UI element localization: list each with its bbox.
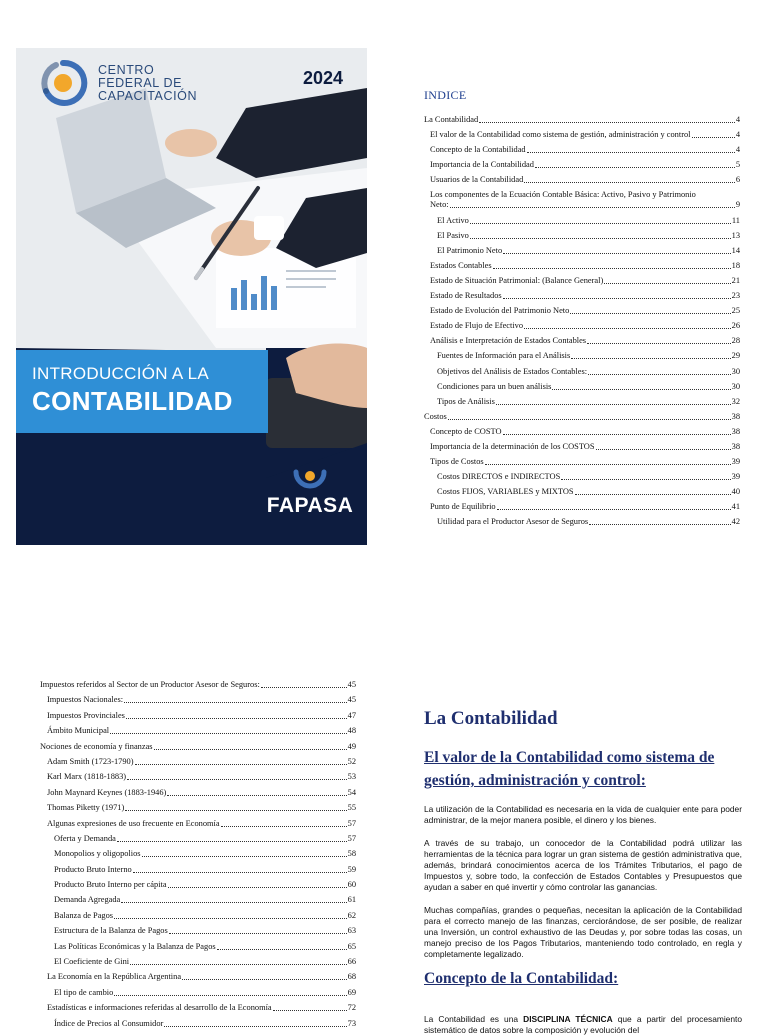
- toc-entry[interactable]: [40, 942, 356, 952]
- publisher-logo: [260, 468, 360, 518]
- toc-entry-page: 69: [347, 987, 356, 997]
- toc-leader-dots: [121, 902, 346, 903]
- toc-entry[interactable]: [424, 442, 740, 452]
- toc-entry-page: 18: [731, 260, 740, 270]
- toc-entry-title: Usuarios de la Contabilidad: [430, 175, 524, 185]
- toc-entry-page: 38: [731, 441, 740, 451]
- toc-entry[interactable]: [40, 911, 356, 921]
- toc-entry-page: 21: [731, 275, 740, 285]
- toc-entry-title: Demanda Agregada: [54, 895, 121, 905]
- toc-entry-page: 62: [347, 910, 356, 920]
- toc-entry[interactable]: [40, 819, 356, 829]
- table-of-contents: [424, 88, 740, 533]
- toc-entry[interactable]: [424, 261, 740, 271]
- toc-entry-title: Condiciones para un buen análisis: [437, 381, 552, 391]
- toc-entry-page: 49: [347, 741, 356, 751]
- toc-entry[interactable]: [40, 880, 356, 890]
- toc-entry-title: Importancia de la Contabilidad: [430, 160, 534, 170]
- toc-entry-page: 57: [347, 833, 356, 843]
- toc-leader-dots: [604, 283, 730, 284]
- toc-entry-page: 40: [731, 487, 740, 497]
- toc-leader-dots: [470, 238, 731, 239]
- toc-entry-page: 38: [731, 426, 740, 436]
- toc-entry-page: 65: [347, 941, 356, 951]
- toc-heading: INDICE: [424, 88, 467, 102]
- toc-entry[interactable]: [424, 487, 740, 497]
- toc-leader-dots: [167, 795, 346, 796]
- toc-entry[interactable]: [40, 865, 356, 875]
- chapter-title: La Contabilidad: [424, 708, 558, 729]
- toc-entry[interactable]: [40, 803, 356, 813]
- paragraph-2: A través de su trabajo, un conocedor de la Contabilidad podrá utilizar las herramientas de la técnica para lograr un gran sistema de gestión administrativa que, además, brindará conocimientos acerca de los Trámites Tributarios, el pago de Impuestos y, sobre todo, la confección de Estados Contables y Presupuestos que ayudan a saber en qué invertir y cómo controlar las ganancias.: [424, 838, 742, 892]
- toc-leader-dots: [133, 872, 347, 873]
- toc-entry-title: John Maynard Keynes (1883-1946): [47, 787, 167, 797]
- toc-entry[interactable]: [424, 115, 740, 125]
- toc-entry[interactable]: [424, 216, 740, 226]
- toc-leader-dots: [110, 733, 347, 734]
- toc-entry[interactable]: [424, 321, 740, 331]
- org-line-1: CENTRO: [98, 62, 155, 77]
- toc-leader-dots: [114, 918, 347, 919]
- toc-leader-dots: [261, 687, 347, 688]
- toc-entry-title: El Coeficiente de Gini: [54, 957, 130, 967]
- toc-entry[interactable]: [424, 351, 740, 361]
- toc-entry-title: Adam Smith (1723-1790): [47, 756, 134, 766]
- toc-entry-title: Impuestos referidos al Sector de un Productor Asesor de Seguros:: [40, 680, 260, 689]
- section-heading-concept: Concepto de la Contabilidad:: [424, 970, 619, 987]
- toc-entry-title: Tipos de Análisis: [437, 396, 495, 406]
- toc-entry[interactable]: [424, 382, 740, 392]
- toc-entry-page: 25: [731, 306, 740, 316]
- toc-leader-dots: [135, 764, 347, 765]
- toc-entry-page: 39: [731, 457, 740, 467]
- cover-title-line-1: INTRODUCCIÓN A LA: [32, 364, 210, 383]
- toc-entry[interactable]: [40, 849, 356, 859]
- toc-leader-dots: [117, 841, 347, 842]
- table-of-contents-continued: [40, 680, 356, 1034]
- toc-leader-dots: [124, 702, 347, 703]
- paragraph-4: [424, 1014, 742, 1036]
- toc-entry-page: 72: [347, 1003, 356, 1013]
- toc-entry[interactable]: [424, 190, 740, 210]
- toc-entry-title: El Pasivo: [437, 230, 469, 240]
- toc-list: [424, 115, 740, 527]
- toc-entry[interactable]: [424, 502, 740, 512]
- toc-entry-title: Producto Bruto Interno: [54, 864, 132, 874]
- toc-entry-page: 23: [731, 291, 740, 301]
- toc-leader-dots: [273, 1010, 347, 1011]
- toc-entry[interactable]: [40, 1003, 356, 1013]
- toc-entry[interactable]: [424, 472, 740, 482]
- toc-entry-page: 55: [347, 803, 356, 813]
- toc-entry-page: 58: [347, 849, 356, 859]
- toc-leader-dots: [570, 313, 730, 314]
- book-cover: [16, 48, 367, 545]
- toc-leader-dots: [552, 389, 730, 390]
- toc-list-continued: [40, 680, 356, 1029]
- toc-entry-title: Impuestos Provinciales: [47, 710, 125, 720]
- toc-entry-title: Producto Bruto Interno per cápita: [54, 880, 167, 890]
- toc-entry-page: 39: [731, 472, 740, 482]
- toc-entry[interactable]: [40, 772, 356, 782]
- toc-entry[interactable]: [40, 895, 356, 905]
- toc-entry-page: 45: [347, 695, 356, 705]
- toc-entry-title: Estados Contables: [430, 260, 492, 270]
- toc-leader-dots: [587, 343, 731, 344]
- toc-leader-dots: [164, 1026, 346, 1027]
- toc-leader-dots: [221, 826, 347, 827]
- toc-entry[interactable]: [424, 367, 740, 377]
- toc-entry[interactable]: [424, 175, 740, 185]
- toc-entry-title: Costos FIJOS, VARIABLES y MIXTOS: [437, 487, 574, 497]
- toc-leader-dots: [524, 182, 735, 183]
- toc-entry-page: 52: [347, 756, 356, 766]
- toc-entry-page: 29: [731, 351, 740, 361]
- toc-leader-dots: [571, 358, 730, 359]
- toc-entry[interactable]: [40, 742, 356, 752]
- toc-entry[interactable]: [40, 788, 356, 798]
- toc-leader-dots: [692, 137, 735, 138]
- toc-entry-page: 68: [347, 972, 356, 982]
- toc-entry-title: Concepto de la Contabilidad: [430, 145, 526, 155]
- toc-leader-dots: [125, 810, 346, 811]
- toc-entry-title: Las Políticas Económicas y la Balanza de Pagos: [54, 941, 216, 951]
- toc-leader-dots: [182, 979, 347, 980]
- toc-leader-dots: [169, 933, 347, 934]
- toc-entry-page: 32: [731, 396, 740, 406]
- cfc-logo-icon: [38, 58, 88, 108]
- toc-entry-page: 57: [347, 818, 356, 828]
- toc-leader-dots: [470, 223, 731, 224]
- toc-entry[interactable]: [424, 457, 740, 467]
- toc-entry-page: 60: [347, 880, 356, 890]
- cover-title-line-2: CONTABILIDAD: [32, 386, 233, 416]
- toc-entry-title: Costos DIRECTOS e INDIRECTOS: [437, 472, 561, 482]
- toc-entry-page: 48: [347, 726, 356, 736]
- toc-entry-title: El valor de la Contabilidad como sistema de gestión, administración y control: [430, 130, 691, 140]
- toc-entry[interactable]: [424, 336, 740, 346]
- toc-entry-page: 41: [731, 502, 740, 512]
- toc-entry-title: Estructura de la Balanza de Pagos: [54, 926, 168, 936]
- toc-entry-title: El Patrimonio Neto: [437, 245, 503, 255]
- toc-leader-dots: [561, 479, 730, 480]
- toc-entry-page: 26: [731, 321, 740, 331]
- publisher-name: FAPASA: [266, 494, 354, 517]
- toc-entry-page: 28: [731, 336, 740, 346]
- toc-entry-title: Los componentes de la Ecuación Contable Básica: Activo, Pasivo y Patrimonio: [430, 190, 696, 200]
- toc-entry-title: La Economía en la República Argentina: [47, 972, 182, 982]
- toc-entry[interactable]: [424, 276, 740, 286]
- cover-title-banner: [16, 350, 268, 433]
- toc-entry-page: 4: [735, 115, 740, 124]
- org-line-2: FEDERAL DE: [98, 75, 183, 90]
- toc-entry-title-cont: Neto:: [430, 200, 449, 210]
- toc-entry-page: 59: [347, 864, 356, 874]
- toc-entry-title: Ámbito Municipal: [47, 726, 110, 736]
- toc-entry[interactable]: [424, 145, 740, 155]
- toc-entry-page: 54: [347, 787, 356, 797]
- toc-entry-title: Balanza de Pagos: [54, 910, 114, 920]
- toc-entry-title: Utilidad para el Productor Asesor de Seguros: [437, 517, 589, 527]
- toc-entry-title: Fuentes de Información para el Análisis: [437, 351, 571, 361]
- toc-entry[interactable]: [424, 427, 740, 437]
- toc-leader-dots: [448, 419, 731, 420]
- toc-leader-dots: [130, 964, 347, 965]
- toc-entry[interactable]: [40, 926, 356, 936]
- toc-entry-page: 63: [347, 926, 356, 936]
- toc-entry-title: Estado de Situación Patrimonial: (Balance General): [430, 275, 604, 285]
- toc-entry[interactable]: [424, 397, 740, 407]
- toc-entry-page: 11: [731, 215, 740, 225]
- toc-leader-dots: [114, 995, 346, 996]
- toc-entry-page: 4: [735, 130, 740, 140]
- cover-year: 2024: [302, 68, 343, 88]
- toc-leader-dots: [535, 167, 735, 168]
- toc-leader-dots: [503, 434, 731, 435]
- toc-leader-dots: [588, 374, 731, 375]
- toc-entry-page: 5: [735, 160, 740, 170]
- toc-entry-page: 47: [347, 710, 356, 720]
- toc-entry-title: Estado de Resultados: [430, 291, 502, 301]
- toc-entry-page: 30: [731, 381, 740, 391]
- toc-entry-page: 53: [347, 772, 356, 782]
- cover-brand: [38, 58, 197, 108]
- toc-leader-dots: [450, 207, 735, 208]
- toc-entry-page: 61: [347, 895, 356, 905]
- paragraph-3: Muchas compañías, grandes o pequeñas, necesitan la aplicación de la Contabilidad para el correcto manejo de las finanzas, cerciorándose, de ser posible, de realizar una Inversión, un control exhaustivo de las Deudas y, por sobre todas las cosas, un manejo preciso de los Pagos Tributarios, manteniendo todo controlado, en regla y completamente legalizado.: [424, 905, 742, 959]
- toc-leader-dots: [497, 509, 731, 510]
- toc-leader-dots: [217, 949, 347, 950]
- org-line-3: CAPACITACIÓN: [98, 88, 198, 103]
- paragraph-1: La utilización de la Contabilidad es necesaria en la vida de cualquier ente para poder administrar, de la mejor manera posible, el dinero y los bienes.: [424, 804, 742, 825]
- fapasa-mark-icon: [292, 468, 328, 492]
- toc-leader-dots: [485, 464, 731, 465]
- toc-entry[interactable]: [40, 757, 356, 767]
- toc-entry-title: El tipo de cambio: [54, 987, 114, 997]
- toc-entry[interactable]: [424, 160, 740, 170]
- toc-leader-dots: [126, 718, 347, 719]
- toc-entry-page: 4: [735, 145, 740, 155]
- toc-entry[interactable]: [424, 517, 740, 527]
- toc-entry-title: Objetivos del Análisis de Estados Contables:: [437, 366, 588, 376]
- toc-entry-title: Costos: [424, 411, 447, 421]
- toc-entry-title: Estado de Flujo de Efectivo: [430, 321, 524, 331]
- toc-entry-page: 38: [731, 411, 740, 421]
- toc-entry[interactable]: [40, 726, 356, 736]
- toc-entry[interactable]: [40, 988, 356, 998]
- toc-entry-title: Nociones de economía y finanzas: [40, 741, 153, 751]
- toc-entry-page: 66: [347, 957, 356, 967]
- toc-entry-page: 42: [731, 517, 740, 527]
- toc-leader-dots: [589, 524, 730, 525]
- toc-leader-dots: [503, 298, 731, 299]
- toc-leader-dots: [168, 887, 347, 888]
- toc-entry-title: Thomas Piketty (1971): [47, 803, 125, 813]
- toc-entry-title: El Activo: [437, 215, 469, 225]
- toc-entry[interactable]: [424, 130, 740, 140]
- paragraph-4-bold: DISCIPLINA TÉCNICA: [523, 1014, 613, 1024]
- toc-entry[interactable]: [40, 972, 356, 982]
- toc-entry[interactable]: [424, 291, 740, 301]
- toc-entry-page: 6: [735, 175, 740, 185]
- toc-entry-page: 73: [347, 1018, 356, 1028]
- toc-entry-page: 45: [347, 680, 356, 689]
- paragraph-4-end: que a partir del procesamiento sistemático de datos sobre la composición y evolución del: [424, 1014, 742, 1035]
- toc-entry[interactable]: [424, 412, 740, 422]
- toc-leader-dots: [524, 328, 731, 329]
- toc-entry[interactable]: [424, 246, 740, 256]
- toc-leader-dots: [575, 494, 731, 495]
- toc-entry-title: La Contabilidad: [424, 115, 479, 124]
- toc-leader-dots: [496, 404, 731, 405]
- toc-entry-title: Algunas expresiones de uso frecuente en Economía: [47, 818, 220, 828]
- toc-entry[interactable]: [40, 695, 356, 705]
- toc-leader-dots: [127, 779, 347, 780]
- toc-entry-page: 9: [735, 200, 740, 210]
- toc-entry-title: Monopolios y oligopolios: [54, 849, 141, 859]
- toc-entry-title: Impuestos Nacionales:: [47, 695, 124, 705]
- paragraph-4-start: La Contabilidad es una: [424, 1014, 519, 1024]
- toc-entry[interactable]: [40, 957, 356, 967]
- toc-entry-title: Concepto de COSTO: [430, 426, 502, 436]
- toc-entry[interactable]: [40, 1019, 356, 1029]
- toc-leader-dots: [479, 122, 735, 123]
- toc-entry-title: Tipos de Costos: [430, 457, 484, 467]
- toc-entry[interactable]: [40, 834, 356, 844]
- toc-leader-dots: [154, 749, 347, 750]
- toc-entry-page: 14: [731, 245, 740, 255]
- toc-entry-title: Análisis e Interpretación de Estados Contables: [430, 336, 587, 346]
- toc-leader-dots: [493, 268, 731, 269]
- toc-entry-title: Karl Marx (1818-1883): [47, 772, 127, 782]
- toc-entry-title: Índice de Precios al Consumidor: [54, 1018, 164, 1028]
- toc-entry-page: 13: [731, 230, 740, 240]
- toc-leader-dots: [503, 253, 730, 254]
- toc-entry[interactable]: [424, 306, 740, 316]
- toc-entry[interactable]: [40, 680, 356, 690]
- toc-entry-page: 30: [731, 366, 740, 376]
- toc-entry-title: Importancia de la determinación de los COSTOS: [430, 441, 595, 451]
- toc-leader-dots: [527, 152, 735, 153]
- toc-entry-title: Estado de Evolución del Patrimonio Neto: [430, 306, 570, 316]
- toc-entry-title: Punto de Equilibrio: [430, 502, 496, 512]
- toc-entry-title: Estadísticas e informaciones referidas al desarrollo de la Economía: [47, 1003, 272, 1013]
- chapter-page: [424, 708, 742, 1036]
- section-heading-value: El valor de la Contabilidad como sistema de gestión, administración y control:: [424, 749, 715, 789]
- toc-entry-title: Oferta y Demanda: [54, 833, 116, 843]
- toc-entry[interactable]: [424, 231, 740, 241]
- toc-leader-dots: [142, 856, 347, 857]
- toc-leader-dots: [596, 449, 731, 450]
- toc-entry[interactable]: [40, 711, 356, 721]
